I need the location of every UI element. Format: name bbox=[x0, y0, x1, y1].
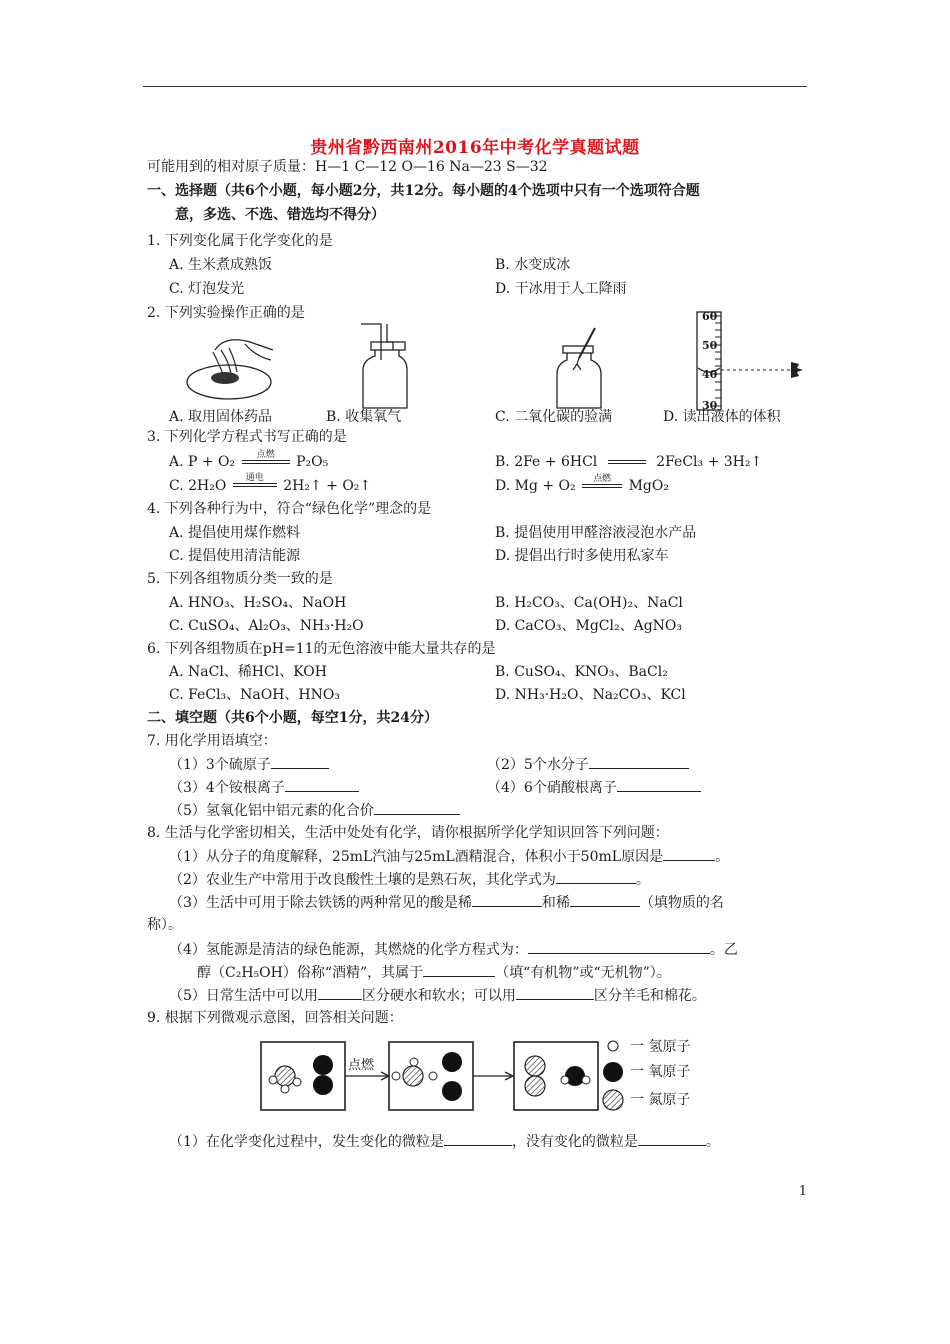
q8-part3-cont: 称）。 bbox=[147, 917, 182, 933]
q4-option-b: B. 提倡使用甲醛溶液浸泡水产品 bbox=[495, 525, 697, 541]
cylinder-tick-50: 50 bbox=[702, 339, 718, 352]
q3-d-condition bbox=[582, 475, 622, 488]
oxygen-atom-icon bbox=[603, 1062, 623, 1082]
q6-option-c: C. FeCl₃、NaOH、HNO₃ bbox=[169, 687, 340, 703]
q5-option-d: D. CaCO₃、MgCl₂、AgNO₃ bbox=[495, 618, 682, 634]
nitrogen-atom-icon bbox=[603, 1090, 623, 1110]
q3-b-products: 2FeCl₃ + 3H₂↑ bbox=[656, 454, 763, 470]
arrow-label-ignite: 点燃 bbox=[348, 1058, 375, 1073]
q6-stem: 6. 下列各组物质在pH=11的无色溶液中能大量共存的是 bbox=[147, 641, 496, 657]
top-rule bbox=[143, 86, 807, 87]
answer-blank[interactable] bbox=[444, 1132, 512, 1146]
q8-part1-end: 。 bbox=[715, 849, 730, 865]
q6-option-b: B. CuSO₄、KNO₃、BaCl₂ bbox=[495, 664, 668, 680]
q3-c-condition-label: 通电 bbox=[245, 472, 264, 483]
section1-heading: 一、选择题（共6个小题，每小题2分，共12分。每小题的4个选项中只有一个选项符合题 bbox=[147, 183, 700, 199]
q8-part2-label: （2）农业生产中常用于改良酸性土壤的是熟石灰，其化学式为 bbox=[169, 872, 556, 888]
q8-part4-note: （填“有机物”或“无机物”）。 bbox=[495, 965, 671, 981]
q7-part3-label: （3）4个铵根离子 bbox=[169, 780, 285, 796]
q3-stem: 3. 下列化学方程式书写正确的是 bbox=[147, 429, 347, 445]
q8-part3 bbox=[169, 893, 724, 912]
co2-test-bottle-illustration bbox=[555, 328, 605, 410]
q7-part5 bbox=[169, 801, 460, 820]
q1-option-d: D. 干冰用于人工降雨 bbox=[495, 281, 627, 297]
q7-stem: 7. 用化学用语填空： bbox=[147, 733, 277, 749]
q1-option-a: A. 生米煮成熟饭 bbox=[169, 257, 273, 273]
q3-d-products: MgO₂ bbox=[628, 478, 669, 494]
micro-reaction-diagram bbox=[255, 1036, 605, 1116]
legend-symbols bbox=[602, 1038, 628, 1112]
q1-option-c: C. 灯泡发光 bbox=[169, 281, 245, 297]
q8-part4 bbox=[169, 940, 738, 959]
q3-c-equal-sign bbox=[233, 483, 277, 487]
q8-part4-label: （4）氢能源是清洁的绿色能源，其燃烧的化学方程式为： bbox=[169, 942, 528, 958]
q4-option-a: A. 提倡使用煤作燃料 bbox=[169, 525, 301, 541]
q3-option-b bbox=[495, 453, 762, 471]
q3-d-reactants: D. Mg + O₂ bbox=[495, 478, 576, 494]
q7-part4 bbox=[487, 778, 701, 797]
answer-blank[interactable] bbox=[556, 870, 636, 884]
q3-c-condition bbox=[233, 474, 277, 487]
q7-part5-label: （5）氢氧化铝中铝元素的化合价 bbox=[169, 803, 374, 819]
q3-option-d bbox=[495, 473, 669, 495]
answer-blank[interactable] bbox=[570, 893, 640, 907]
q2-option-b: B. 收集氧气 bbox=[326, 409, 402, 425]
legend-oxygen: 一 氧原子 bbox=[630, 1064, 691, 1080]
measuring-cylinder-illustration bbox=[695, 312, 810, 412]
q5-option-c: C. CuSO₄、Al₂O₃、NH₃·H₂O bbox=[169, 618, 364, 634]
q3-b-equal-sign bbox=[608, 460, 646, 464]
q2-option-d: D. 读出液体的体积 bbox=[663, 409, 781, 425]
q8-part1-label: （1）从分子的角度解释，25mL汽油与25mL酒精混合，体积小于50mL原因是 bbox=[169, 849, 664, 865]
q8-part3-label: （3）生活中可用于除去铁锈的两种常见的酸是稀 bbox=[169, 895, 472, 911]
q1-option-b: B. 水变成冰 bbox=[495, 257, 571, 273]
q2-stem: 2. 下列实验操作正确的是 bbox=[147, 305, 305, 321]
q8-part5-mid: 区分硬水和软水；可以用 bbox=[361, 988, 516, 1004]
answer-blank[interactable] bbox=[271, 755, 329, 769]
q9-stem: 9. 根据下列微观示意图，回答相关问题： bbox=[147, 1010, 403, 1026]
q4-option-d: D. 提倡出行时多使用私家车 bbox=[495, 548, 669, 564]
q3-option-c bbox=[169, 472, 372, 495]
atomic-masses: 可能用到的相对原子质量：H—1 C—12 O—16 Na—23 S—32 bbox=[147, 159, 548, 175]
q2-option-a: A. 取用固体药品 bbox=[169, 409, 273, 425]
q6-option-a: A. NaCl、稀HCl、KOH bbox=[169, 664, 327, 680]
q7-part2 bbox=[487, 755, 689, 774]
q7-part4-label: （4）6个硝酸根离子 bbox=[487, 780, 617, 796]
q8-part4-end: 。乙 bbox=[709, 942, 738, 958]
q3-option-a bbox=[169, 449, 329, 471]
q1-stem: 1. 下列变化属于化学变化的是 bbox=[147, 233, 333, 249]
q8-part1 bbox=[169, 847, 729, 866]
q9-part1-mid: ，没有变化的微粒是 bbox=[511, 1134, 638, 1150]
legend-nitrogen: 一 氮原子 bbox=[630, 1092, 691, 1108]
reactants-box bbox=[261, 1042, 345, 1110]
section2-heading: 二、填空题（共6个小题，每空1分，共24分） bbox=[147, 710, 438, 726]
q8-part5-label: （5）日常生活中可以用 bbox=[169, 988, 318, 1004]
q5-option-b: B. H₂CO₃、Ca(OH)₂、NaCl bbox=[495, 595, 683, 611]
gas-collection-bottle-illustration bbox=[355, 322, 415, 412]
intermediate-box bbox=[389, 1042, 473, 1110]
answer-blank[interactable] bbox=[423, 963, 495, 977]
products-box bbox=[514, 1042, 598, 1110]
q6-option-d: D. NH₃·H₂O、Na₂CO₃、KCl bbox=[495, 687, 686, 703]
page-number: 1 bbox=[798, 1184, 807, 1199]
q3-a-condition-label: 点燃 bbox=[256, 449, 275, 460]
q3-a-condition bbox=[242, 451, 290, 464]
answer-blank[interactable] bbox=[285, 778, 359, 792]
q7-part1-label: （1）3个硫原子 bbox=[169, 757, 271, 773]
q3-c-reactants: C. 2H₂O bbox=[169, 478, 227, 494]
q3-d-condition-label: 点燃 bbox=[593, 473, 612, 484]
section1-heading-cont: 意，多选、不选、错选均不得分） bbox=[175, 207, 385, 223]
q9-part1 bbox=[169, 1132, 720, 1151]
q8-part4-cont-label: 醇（C₂H₅OH）俗称“酒精”，其属于 bbox=[197, 965, 424, 981]
answer-blank[interactable] bbox=[528, 940, 710, 954]
q7-part2-label: （2）5个水分子 bbox=[487, 757, 589, 773]
q2-option-c: C. 二氧化碳的验满 bbox=[495, 409, 613, 425]
cylinder-tick-60: 60 bbox=[702, 310, 718, 323]
q8-part3-mid: 和稀 bbox=[541, 895, 570, 911]
answer-blank[interactable] bbox=[374, 801, 460, 815]
q8-part4-cont bbox=[197, 963, 671, 982]
q9-part1-end: 。 bbox=[705, 1134, 720, 1150]
q8-part5-end: 区分羊毛和棉花。 bbox=[593, 988, 706, 1004]
q3-a-equal-sign bbox=[242, 460, 290, 464]
q8-part2 bbox=[169, 870, 650, 889]
cylinder-tick-40: 40 bbox=[702, 368, 718, 381]
answer-blank[interactable] bbox=[638, 1132, 706, 1146]
q7-part3 bbox=[169, 778, 359, 797]
q8-stem: 8. 生活与化学密切相关，生活中处处有化学，请你根据所学化学知识回答下列问题： bbox=[147, 825, 669, 841]
cylinder-tick-30: 30 bbox=[702, 399, 718, 412]
q8-part3-note: （填物质的名 bbox=[639, 895, 724, 911]
answer-blank[interactable] bbox=[516, 986, 594, 1000]
q3-c-products: 2H₂↑ + O₂↑ bbox=[283, 478, 372, 494]
q4-stem: 4. 下列各种行为中，符合“绿色化学”理念的是 bbox=[147, 501, 432, 517]
answer-blank[interactable] bbox=[589, 755, 689, 769]
q5-option-a: A. HNO₃、H₂SO₄、NaOH bbox=[169, 595, 347, 611]
answer-blank[interactable] bbox=[472, 893, 542, 907]
q5-stem: 5. 下列各组物质分类一致的是 bbox=[147, 571, 333, 587]
legend-hydrogen: 一 氢原子 bbox=[630, 1039, 691, 1055]
q7-part1 bbox=[169, 755, 329, 774]
hydrogen-atom-icon bbox=[608, 1041, 618, 1051]
answer-blank[interactable] bbox=[617, 778, 701, 792]
q3-a-products: P₂O₅ bbox=[296, 454, 329, 470]
solid-reagent-illustration bbox=[185, 330, 280, 405]
q4-option-c: C. 提倡使用清洁能源 bbox=[169, 548, 301, 564]
q3-b-reactants: B. 2Fe + 6HCl bbox=[495, 454, 598, 470]
q3-d-equal-sign bbox=[582, 484, 622, 488]
q9-part1-label: （1）在化学变化过程中，发生变化的微粒是 bbox=[169, 1134, 444, 1150]
q8-part5 bbox=[169, 986, 706, 1005]
q8-part2-end: 。 bbox=[635, 872, 650, 888]
page-title: 贵州省黔西南州2016年中考化学真题试题 bbox=[310, 138, 640, 158]
q3-a-reactants: A. P + O₂ bbox=[169, 454, 236, 470]
answer-blank[interactable] bbox=[318, 986, 362, 1000]
answer-blank[interactable] bbox=[663, 847, 715, 861]
